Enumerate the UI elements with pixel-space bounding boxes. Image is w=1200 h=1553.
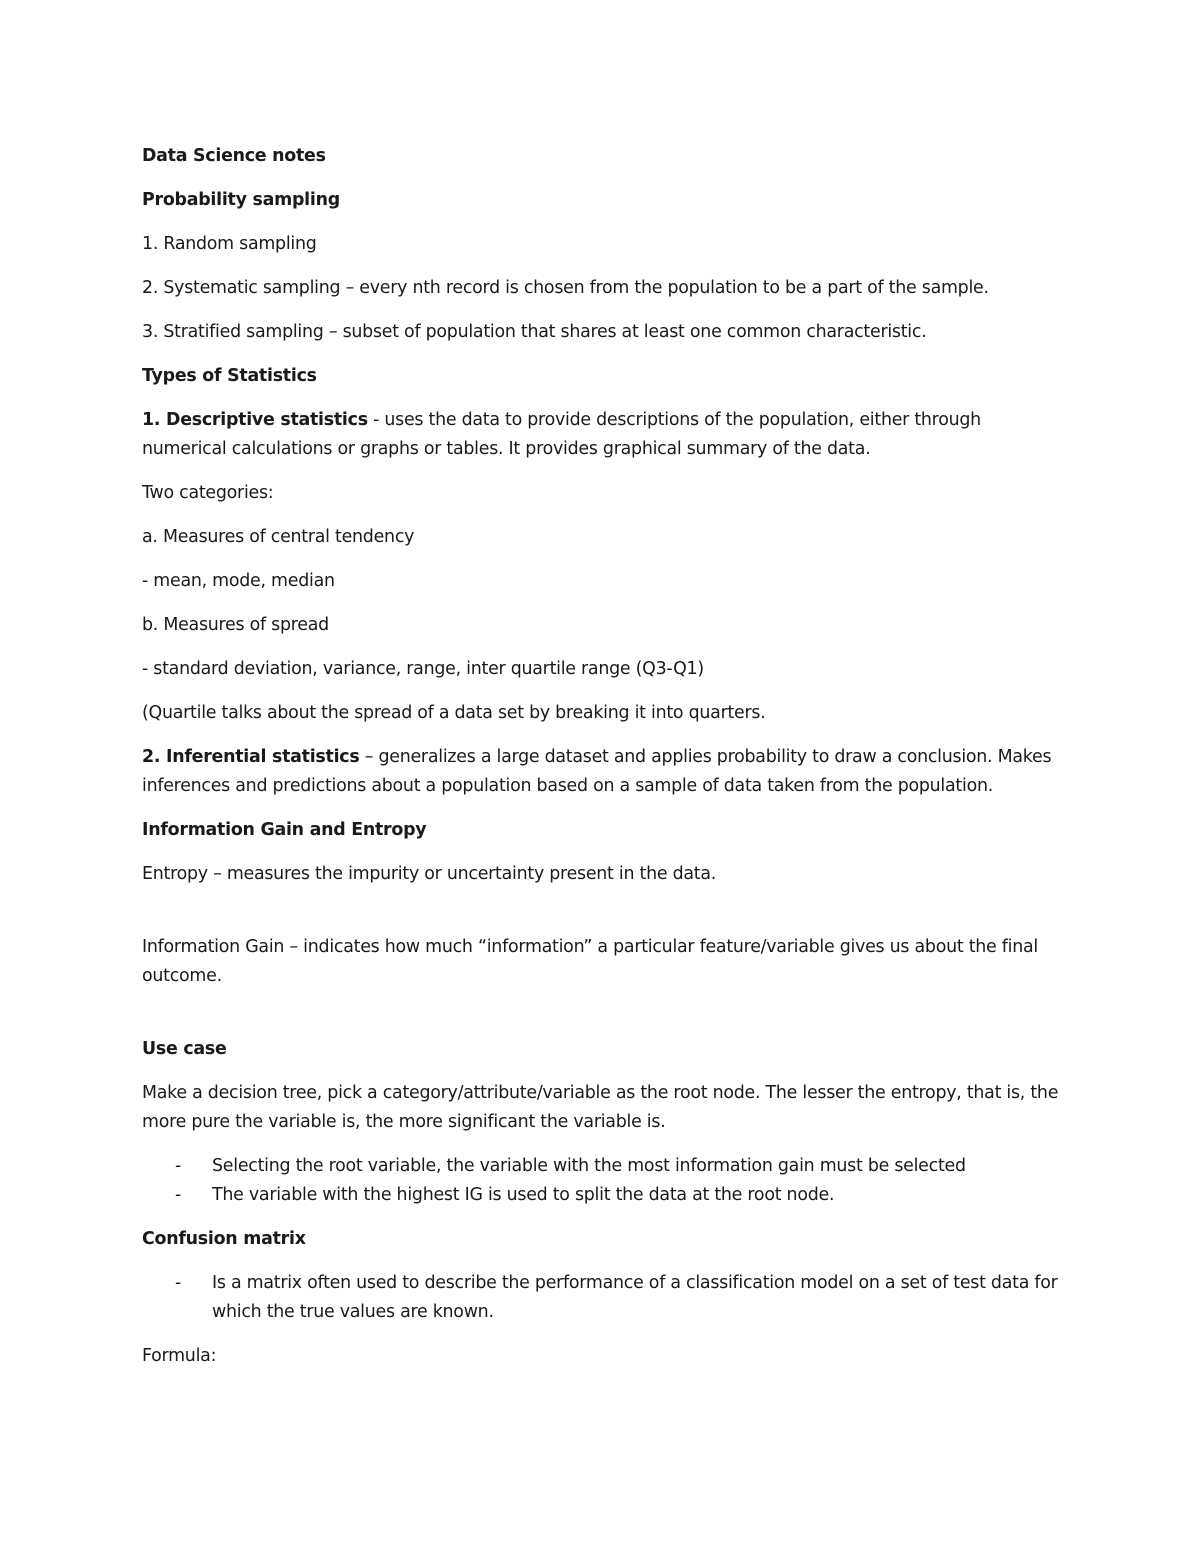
stratified-sampling-text: – subset of population that shares at least one common characteristic.	[323, 322, 927, 342]
heading-confusion-matrix: Confusion matrix	[142, 1229, 306, 1249]
paragraph-descriptive-statistics	[142, 406, 1062, 464]
paragraph-measures-of-spread: b. Measures of spread	[142, 615, 329, 635]
random-sampling-label: 1. Random sampling	[142, 234, 317, 254]
paragraph-central-tendency-detail: - mean, mode, median	[142, 571, 335, 591]
list-item-text: Selecting the root variable, the variable with the most information gain must be selected	[212, 1156, 966, 1176]
paragraph-formula-label: Formula:	[142, 1346, 217, 1366]
paragraph-random-sampling	[142, 230, 1062, 259]
confusion-matrix-list	[142, 1269, 1062, 1327]
heading-use-case: Use case	[142, 1039, 227, 1059]
descriptive-statistics-text: - uses the data to provide descriptions of the population, either through numerical calculations or graphs or tables. It provides graphical summary of the data.	[142, 410, 981, 459]
document-title: Data Science notes	[142, 146, 326, 166]
blank-line	[142, 904, 1062, 933]
paragraph-information-gain: Information Gain – indicates how much “information” a particular feature/variable gives us about the final outcome.	[142, 937, 1038, 986]
list-item	[142, 1269, 1062, 1327]
list-item	[142, 1181, 1062, 1210]
paragraph-central-tendency: a. Measures of central tendency	[142, 527, 415, 547]
stratified-sampling-label: 3. Stratified sampling	[142, 322, 324, 342]
heading-information-gain-entropy: Information Gain and Entropy	[142, 820, 427, 840]
list-item-text: The variable with the highest IG is used to split the data at the root node.	[212, 1185, 835, 1205]
inferential-statistics-text: – generalizes a large dataset and applies probability to draw a conclusion. Makes inferences and predictions about a population based on a sample of data taken from the population.	[142, 747, 1052, 796]
paragraph-spread-detail: - standard deviation, variance, range, inter quartile range (Q3-Q1)	[142, 659, 704, 679]
heading-types-of-statistics: Types of Statistics	[142, 366, 317, 386]
dash-bullet-icon: -	[175, 1273, 182, 1293]
list-item	[142, 1152, 1062, 1181]
paragraph-entropy: Entropy – measures the impurity or uncertainty present in the data.	[142, 864, 717, 884]
blank-line	[142, 1006, 1062, 1035]
use-case-list	[142, 1152, 1062, 1210]
list-item-text: Is a matrix often used to describe the performance of a classification model on a set of test data for which the true values are known.	[212, 1273, 1058, 1322]
paragraph-two-categories: Two categories:	[142, 483, 274, 503]
paragraph-systematic-sampling	[142, 274, 1062, 303]
dash-bullet-icon: -	[175, 1156, 182, 1176]
paragraph-use-case: Make a decision tree, pick a category/attribute/variable as the root node. The lesser the entropy, that is, the more pure the variable is, the more significant the variable is.	[142, 1083, 1059, 1132]
document-body	[142, 142, 1062, 1386]
paragraph-stratified-sampling	[142, 318, 1062, 347]
descriptive-statistics-label: 1. Descriptive statistics	[142, 410, 368, 430]
dash-bullet-icon: -	[175, 1185, 182, 1205]
systematic-sampling-text: – every nth record is chosen from the population to be a part of the sample.	[340, 278, 989, 298]
systematic-sampling-label: 2. Systematic sampling	[142, 278, 341, 298]
inferential-statistics-label: 2. Inferential statistics	[142, 747, 360, 767]
heading-probability-sampling: Probability sampling	[142, 190, 340, 210]
paragraph-inferential-statistics	[142, 743, 1062, 801]
paragraph-quartile-note: (Quartile talks about the spread of a data set by breaking it into quarters.	[142, 703, 766, 723]
